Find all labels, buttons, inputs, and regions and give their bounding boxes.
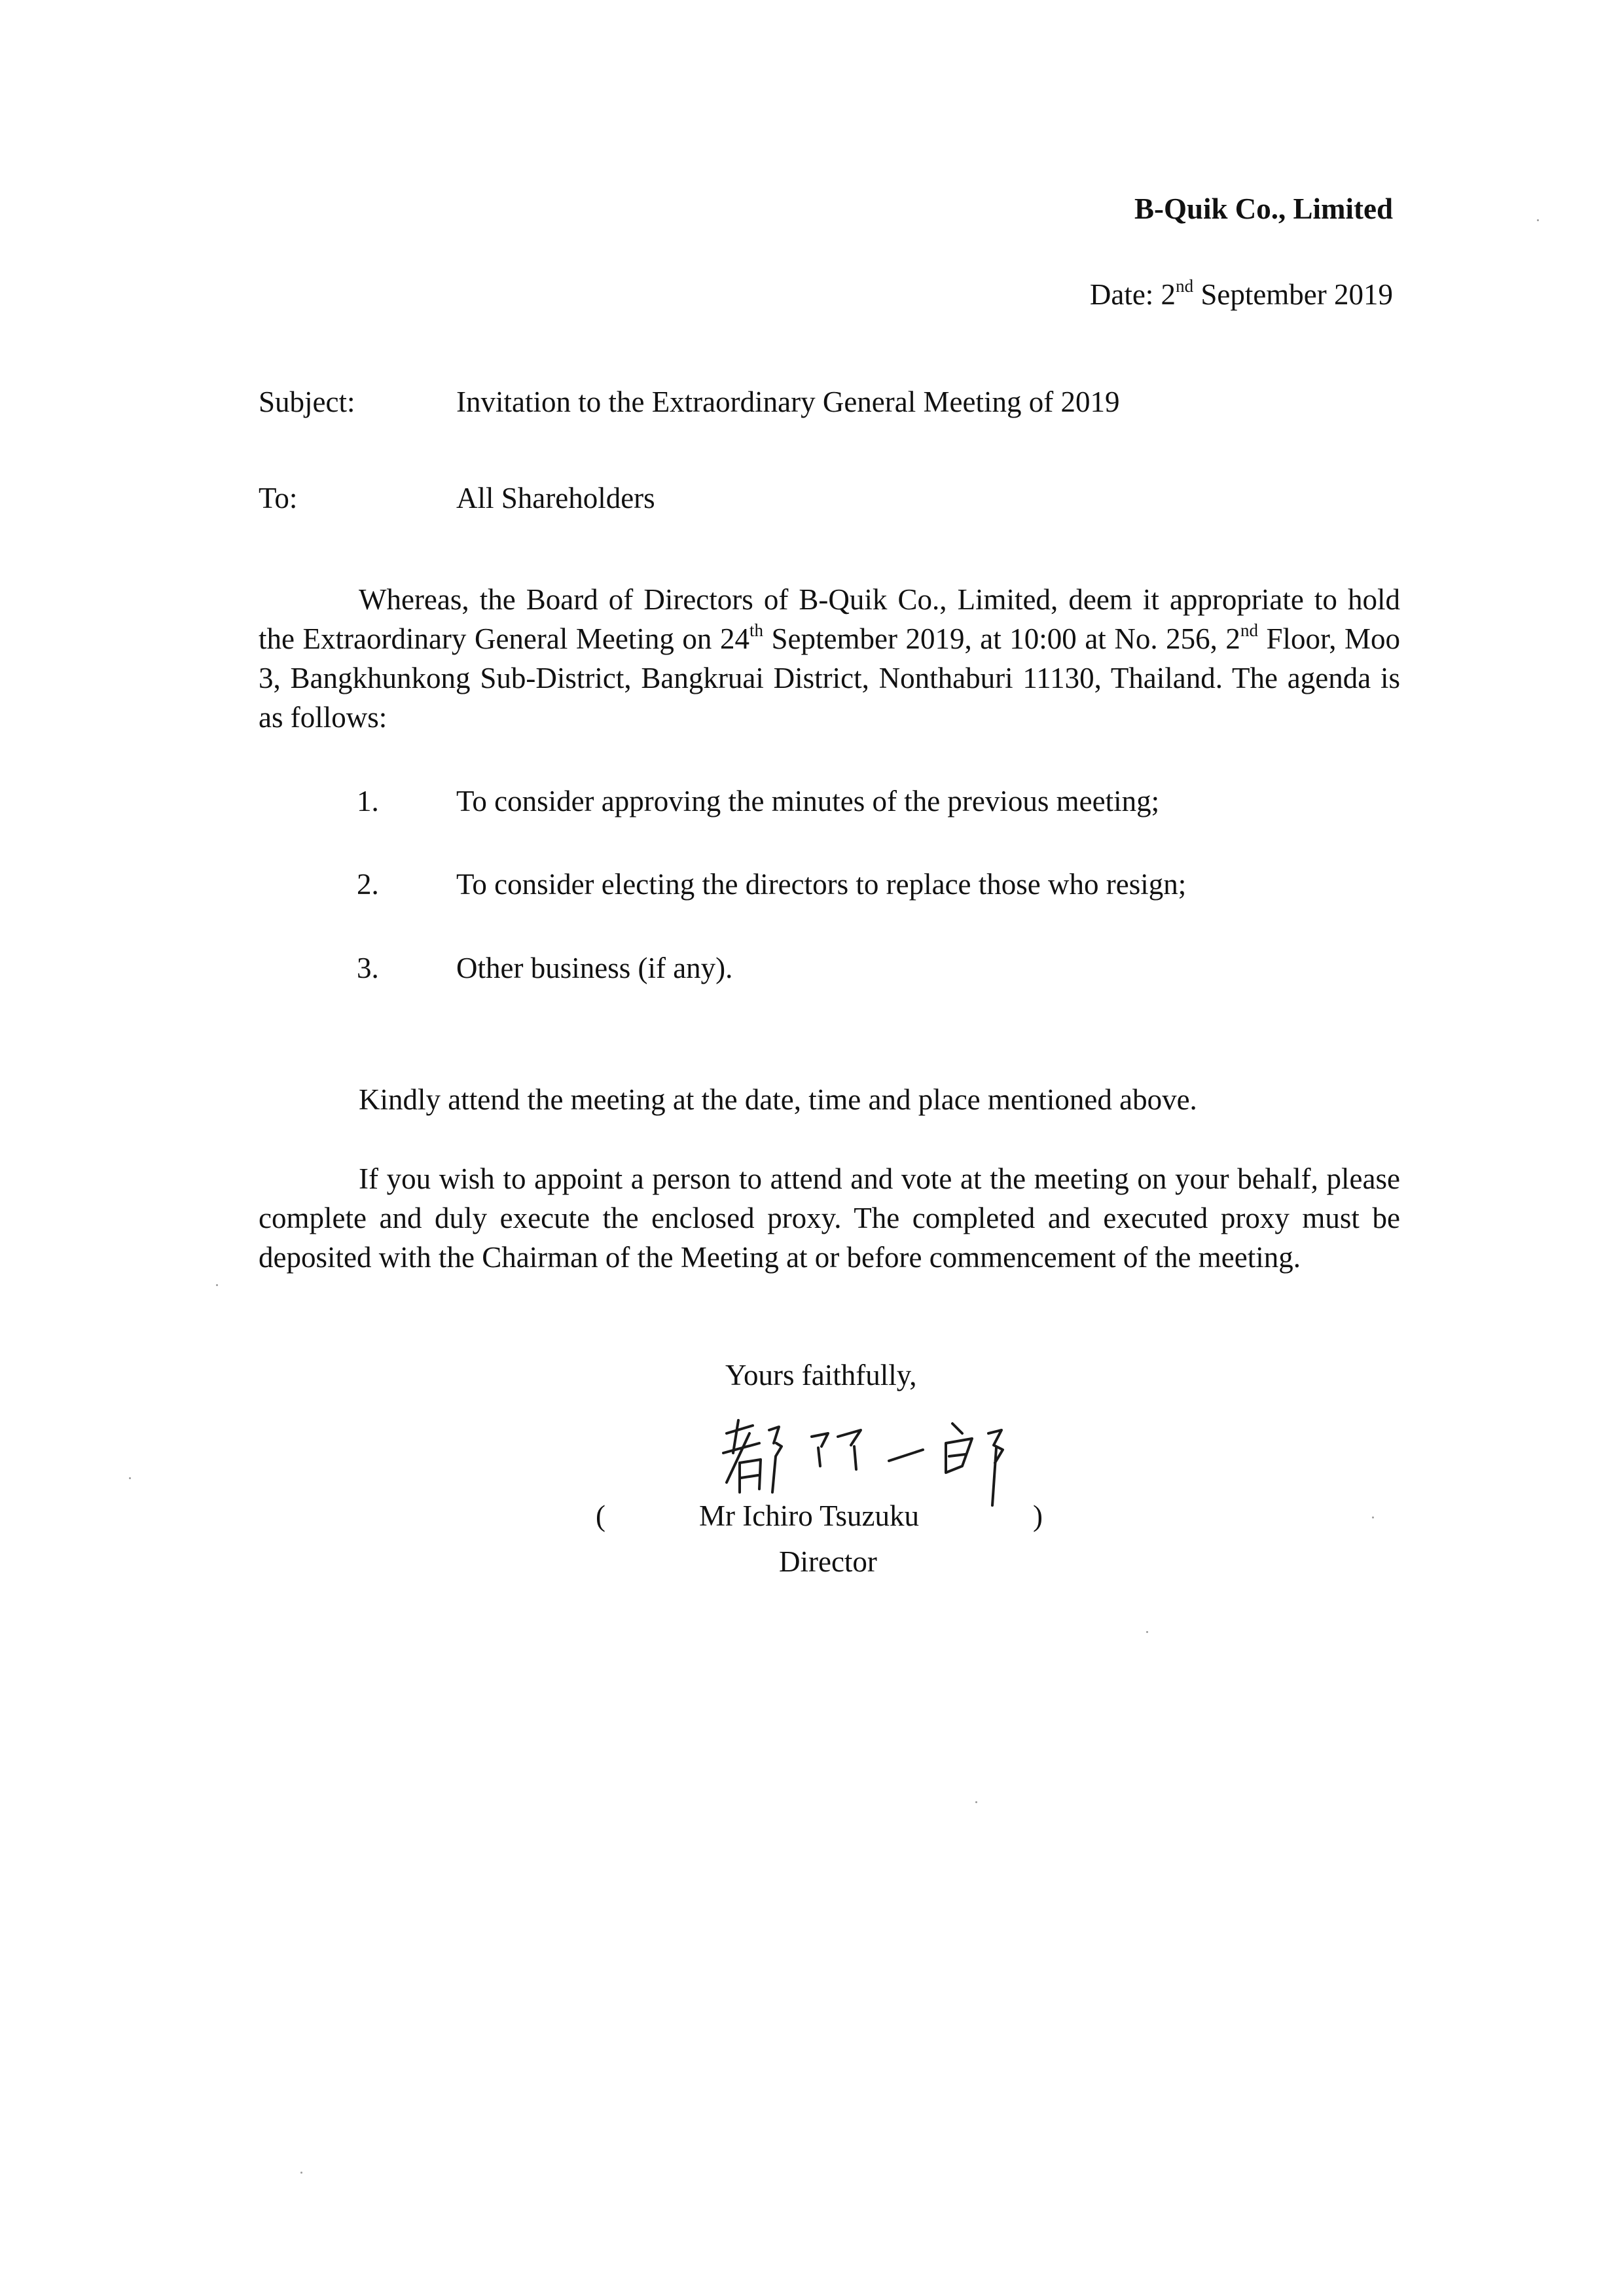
scan-speck [1146,1631,1148,1633]
intro-paragraph [259,580,1400,737]
scan-speck [1537,219,1539,221]
agenda-text: To consider electing the directors to replace those who resign; [456,868,1187,901]
letter-date [1090,278,1393,312]
agenda-text: Other business (if any). [456,952,733,984]
agenda-number: 3. [357,952,379,984]
scan-speck [129,1477,131,1479]
agenda-item [357,784,1159,818]
agenda-item [357,867,1186,901]
intro-ordinal-1: th [749,620,763,640]
scan-speck [1372,1516,1374,1518]
intro-text-3: Floor, Moo 3, Bangkhunkong Sub-District, Bangkruai District, Nonthaburi 11130, Thailand. The agenda is as follows: [259,622,1400,734]
recipient-label: To: [259,482,298,514]
proxy-paragraph: If you wish to appoint a person to attend and vote at the meeting on your behalf, please complete and duly execute the enclosed proxy. The completed and executed proxy must be deposited with the Chairman of the Meeting at or before commencement of the meeting. [259,1162,1400,1274]
recipient-line [259,481,655,515]
intro-ordinal-2: nd [1240,620,1258,640]
intro-text-1: Whereas, the Board of Directors of B-Quik Co., Limited, deem it appropriate to hold the Extraordinary General Meeting on 24 [259,583,1400,655]
signer-title: Director [779,1545,877,1578]
agenda-item [357,951,732,985]
scan-speck [216,1284,218,1286]
closing-salutation: Yours faithfully, [725,1359,917,1391]
scan-speck [300,2172,302,2174]
company-name: B-Quik Co., Limited [1134,192,1393,225]
agenda-number: 1. [357,785,379,817]
agenda-number: 2. [357,868,379,901]
date-suffix: September 2019 [1193,278,1393,311]
intro-text-2: September 2019, at 10:00 at No. 256, 2 [763,622,1240,655]
handwritten-signature [713,1407,1041,1512]
subject-label: Subject: [259,386,355,418]
subject-value: Invitation to the Extraordinary General Meeting of 2019 [456,386,1120,418]
date-ordinal: nd [1176,276,1194,296]
close-parenthesis: ) [1033,1499,1043,1532]
date-prefix: Date: 2 [1089,278,1176,311]
signer-name: Mr Ichiro Tsuzuku [699,1499,919,1532]
recipient-value: All Shareholders [456,482,655,514]
agenda-text: To consider approving the minutes of the previous meeting; [456,785,1160,817]
attend-paragraph: Kindly attend the meeting at the date, time and place mentioned above. [359,1083,1197,1116]
open-parenthesis: ( [596,1499,605,1532]
scan-speck [975,1801,977,1803]
subject-line [259,385,1119,419]
